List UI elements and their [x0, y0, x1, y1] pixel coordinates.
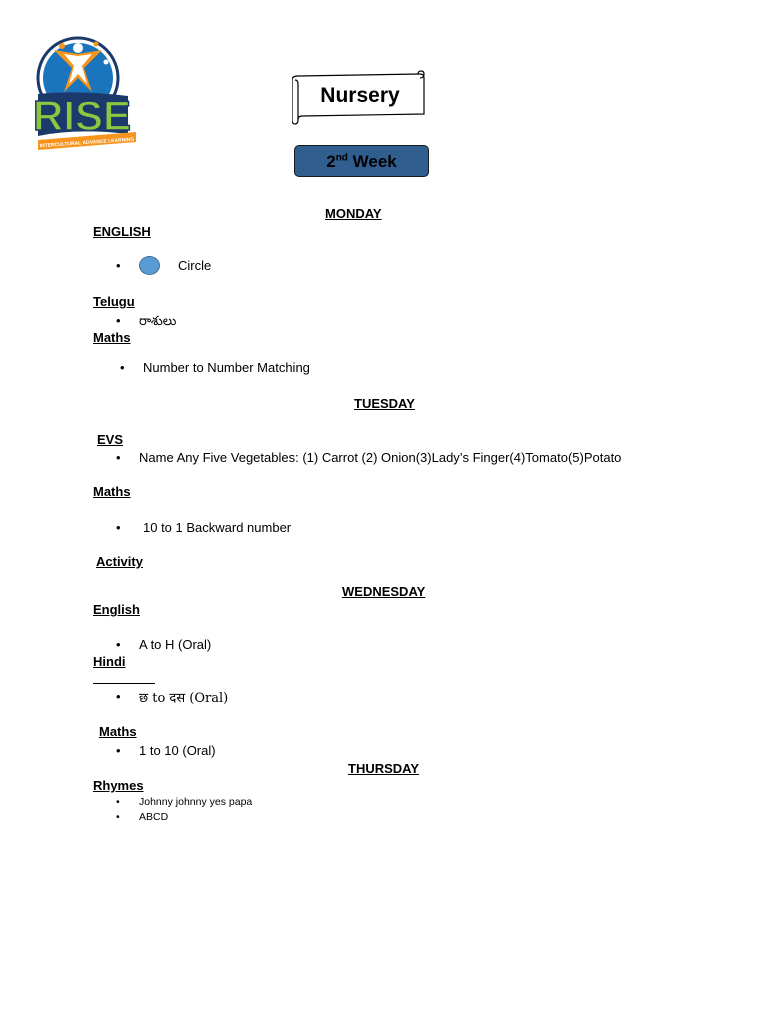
bullet-icon: •	[116, 689, 121, 704]
subject-english: ENGLISH	[93, 224, 151, 239]
rise-logo	[32, 32, 140, 154]
subject-hindi: Hindi	[93, 654, 126, 669]
day-heading-thursday: THURSDAY	[348, 761, 420, 776]
list-item: Circle	[178, 258, 212, 273]
day-heading-wednesday: WEDNESDAY	[342, 584, 426, 599]
bullet-icon: •	[116, 796, 120, 808]
subject-maths: Maths	[93, 330, 131, 345]
bullet-icon: •	[116, 520, 121, 535]
list-item: A to H (Oral)	[139, 637, 212, 652]
subject-maths: Maths	[99, 724, 137, 739]
bullet-icon: •	[116, 450, 121, 465]
divider	[93, 683, 155, 684]
week-suffix: nd	[335, 152, 348, 164]
list-item: 1 to 10 (Oral)	[139, 743, 216, 758]
list-item: రాశులు	[139, 313, 177, 328]
subject-evs: EVS	[97, 432, 124, 447]
circle-shape-icon	[139, 256, 160, 275]
subject-telugu: Telugu	[93, 294, 135, 309]
logo-text: RISE	[32, 92, 132, 139]
list-item: Johnny johnny yes papa	[139, 796, 253, 808]
bullet-icon: •	[116, 637, 121, 652]
list-item: छ to दस (Oral)	[139, 691, 229, 706]
day-heading-tuesday: TUESDAY	[354, 396, 415, 411]
day-heading-monday: MONDAY	[325, 206, 382, 221]
bullet-icon: •	[116, 258, 121, 273]
list-item: Number to Number Matching	[143, 360, 310, 375]
logo-tagline: INTERCULTURAL ADVANCE LEARNING	[39, 136, 135, 150]
week-label: Week	[352, 152, 397, 171]
page-title: Nursery	[320, 84, 400, 107]
rise-logo-icon	[32, 32, 140, 154]
list-item: 10 to 1 Backward number	[143, 520, 292, 535]
list-item: Name Any Five Vegetables: (1) Carrot (2) Onion(3)Lady’s Finger(4)Tomato(5)Potato	[139, 450, 622, 465]
bullet-icon: •	[116, 313, 121, 328]
week-badge	[294, 145, 429, 177]
bullet-icon: •	[116, 743, 121, 758]
bullet-icon: •	[116, 811, 120, 823]
bullet-icon: •	[120, 360, 125, 375]
subject-activity: Activity	[96, 554, 143, 569]
subject-rhymes: Rhymes	[93, 778, 144, 793]
list-item: ABCD	[139, 811, 169, 823]
subject-maths: Maths	[93, 484, 131, 499]
subject-english: English	[93, 602, 140, 617]
week-number: 2	[326, 152, 336, 171]
